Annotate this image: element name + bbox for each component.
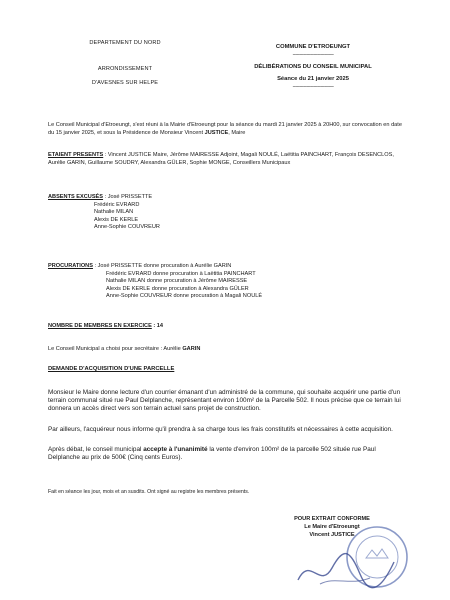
procuration-2: Frédéric EVRARD donne procuration à Laëtitia PAINCHART — [106, 270, 256, 277]
excuses-block — [48, 194, 408, 232]
intro-paragraph — [48, 122, 408, 137]
membres-value: : 14 — [151, 323, 164, 329]
demande-p3-a: Après débat, le conseil municipal — [48, 446, 144, 453]
intro-text-2: , Maire — [228, 129, 246, 136]
presents-paragraph — [48, 152, 408, 167]
header-divider-1: ----------------------------------- — [292, 52, 334, 58]
procuration-5: Anne-Sophie COUVREUR donne procuration à Magali NOULÉ — [106, 293, 263, 300]
excuses-name-5: Anne-Sophie COUVREUR — [94, 224, 160, 231]
demande-title: DEMANDE D'ACQUISITION D'UNE PARCELLE — [48, 366, 175, 372]
secretaire-text: Le Conseil Municipal a choisi pour secrétaire : Aurélie — [48, 346, 183, 352]
excuses-name-3: Nathalie MILAN — [94, 209, 134, 216]
demande-paragraph-2: Par ailleurs, l'acquéreur nous informe qu'il prendra à sa charge tous les frais constitutifs et nécessaires à cette acquisition. — [48, 426, 393, 433]
departement-label: DEPARTEMENT DU NORD — [89, 40, 161, 46]
procuration-4: Alexis DE KERLE donne procuration à Alexandra GÜLER — [106, 285, 249, 292]
excuses-name-2: Frédéric EVRARD — [94, 201, 140, 208]
intro-maire-name: JUSTICE — [204, 129, 229, 136]
intro-text-1: Le Conseil Municipal d'Etroeungt, s'est réuni à la Mairie d'Etroeungt pour la séance du mardi 21 janvier 2025 à 20H00, sur convocation en date du 15 janvier 2025, et sous la Présidence de Monsieur Vincent — [48, 122, 402, 136]
header-divider-2: ----------------------------------- — [292, 84, 334, 90]
procurations-label: PROCURATIONS — [48, 263, 93, 269]
excuses-name-1: : José PRISSETTE — [103, 194, 153, 200]
closing-line: Fait en séance les jour, mois et an susdits. Ont signé au registre les membres présents. — [48, 489, 250, 495]
signature-line-2: Le Maire d'Etroeungt — [304, 524, 360, 530]
header-right — [248, 44, 378, 96]
demande-title-line — [48, 366, 408, 374]
excuses-name-4: Alexis DE KERLE — [94, 216, 139, 223]
secretaire-name: GARIN — [182, 346, 201, 352]
deliberations-title: DÉLIBÉRATIONS DU CONSEIL MUNICIPAL — [254, 64, 372, 70]
membres-line — [48, 323, 408, 331]
mayor-signature-icon — [290, 540, 400, 595]
demande-p3-b: accepte à l'unanimité — [143, 446, 208, 453]
header-left — [70, 40, 180, 100]
signature-block — [262, 515, 402, 539]
presents-text: : Vincent JUSTICE Maire, Jérôme MAIRESSE Adjoint, Magali NOULÉ, Laëtitia PAINCHART, François DESENCLOS, Aurélie GARIN, Guillaume SOUDRY, Alexandra GÜLER, Sophie MONGE, Conseillers Municipaux — [48, 152, 394, 166]
membres-label: NOMBRE DE MEMBRES EN EXERCICE — [48, 323, 152, 329]
excuses-label: ABSENTS EXCUSÉS — [48, 194, 104, 200]
avesnes-label: D'AVESNES SUR HELPE — [91, 80, 159, 86]
presents-label: ETAIENT PRESENTS — [48, 152, 104, 158]
arrondissement-label: ARRONDISSEMENT — [97, 66, 153, 72]
demande-paragraph-1: Monsieur le Maire donne lecture d'un courrier émanant d'un administré de la commune, qui souhaite acquérir une partie d'un terrain communal situé rue Paul Delplanche, représentant environ 100m² de la Parcelle 502. Il nous précise que ce terrain lui donnera un accès direct vers son terrain actuel sans projet de construction. — [48, 389, 401, 413]
procuration-1: : José PRISSETTE donne procuration à Aurélie GARIN — [92, 263, 232, 269]
demande-p3-c: la vente d'environ 100m² de la parcelle 502 située rue Paul Delplanche au prix de 500€ (Cinq cents Euros). — [48, 446, 376, 462]
seance-date: Séance du 21 janvier 2025 — [277, 76, 349, 82]
commune-title: COMMUNE D'ETROEUNGT — [275, 44, 351, 50]
procuration-3: Nathalie MILAN donne procuration à Jérôme MAIRESSE — [106, 278, 248, 285]
signature-line-3: Vincent JUSTICE — [309, 532, 355, 538]
demande-paragraph-3 — [48, 446, 408, 462]
signature-line-1: POUR EXTRAIT CONFORME — [294, 516, 370, 522]
secretaire-line — [48, 346, 408, 354]
procurations-block — [48, 263, 408, 301]
